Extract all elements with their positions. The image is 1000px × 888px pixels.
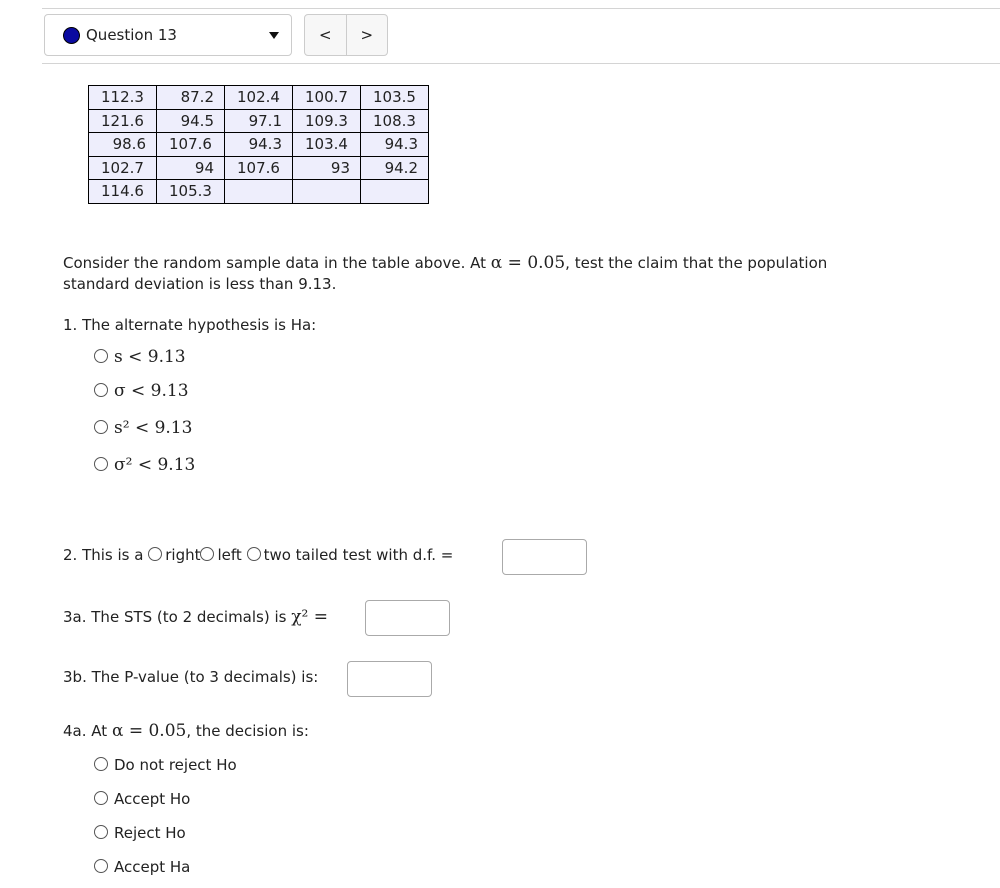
question-nav — [304, 14, 388, 56]
alpha-math: α = 0.05 — [111, 721, 187, 741]
radio-right[interactable] — [148, 547, 162, 561]
q3a-row — [63, 607, 328, 627]
df-input[interactable] — [502, 539, 587, 575]
option-label: σ² < 9.13 — [114, 455, 196, 475]
table-cell: 98.6 — [89, 133, 157, 157]
status-dot-icon — [63, 27, 80, 44]
table-row — [89, 180, 429, 204]
table-cell: 107.6 — [225, 156, 293, 180]
radio-two-tailed[interactable] — [247, 547, 261, 561]
q1-option[interactable] — [94, 455, 195, 475]
q1-option[interactable] — [94, 381, 189, 401]
radio-button[interactable] — [94, 349, 108, 363]
table-cell: 94.5 — [157, 109, 225, 133]
table-cell: 94.2 — [361, 156, 429, 180]
table-cell: 103.4 — [293, 133, 361, 157]
q3a-label: 3a. The STS (to 2 decimals) is — [63, 608, 287, 626]
option-label: σ < 9.13 — [114, 381, 189, 401]
data-table — [88, 85, 429, 204]
q2-text: 2. This is a — [63, 546, 144, 564]
radio-button[interactable] — [94, 383, 108, 397]
prompt-text: Consider the random sample data in the table above. At — [63, 254, 491, 272]
table-cell — [361, 180, 429, 204]
table-cell: 108.3 — [361, 109, 429, 133]
prev-button[interactable]: < — [305, 15, 347, 55]
table-cell: 103.5 — [361, 86, 429, 110]
radio-button[interactable] — [94, 825, 108, 839]
table-cell: 93 — [293, 156, 361, 180]
q4a-row — [63, 721, 309, 741]
q4a-text: 4a. At — [63, 722, 108, 740]
q4a-option[interactable] — [94, 790, 190, 808]
divider — [42, 8, 1000, 9]
q1-label: 1. The alternate hypothesis is Ha: — [63, 316, 317, 334]
prompt-text: , test the claim that the population — [565, 254, 828, 272]
table-cell: 102.7 — [89, 156, 157, 180]
q4a-option[interactable] — [94, 858, 190, 876]
option-label: left — [217, 546, 242, 564]
next-button[interactable]: > — [360, 26, 374, 44]
q4a-option[interactable] — [94, 824, 186, 842]
option-label: s² < 9.13 — [114, 418, 193, 438]
table-row — [89, 109, 429, 133]
pvalue-input[interactable] — [347, 661, 432, 697]
q4a-text: , the decision is: — [186, 722, 309, 740]
table-cell: 102.4 — [225, 86, 293, 110]
sts-input[interactable] — [365, 600, 450, 636]
option-label: Accept Ho — [114, 790, 191, 808]
table-cell — [293, 180, 361, 204]
table-cell: 100.7 — [293, 86, 361, 110]
chi-square-math: χ² = — [291, 607, 329, 627]
q4a-option[interactable] — [94, 756, 237, 774]
table-cell: 97.1 — [225, 109, 293, 133]
table-cell: 121.6 — [89, 109, 157, 133]
table-row — [89, 156, 429, 180]
option-label: Do not reject Ho — [114, 756, 237, 774]
option-label: two tailed test with d.f. = — [263, 546, 454, 564]
option-label: Accept Ha — [114, 858, 191, 876]
divider — [42, 63, 1000, 64]
prompt — [63, 253, 827, 295]
table-cell: 114.6 — [89, 180, 157, 204]
question-label: Question 13 — [86, 26, 177, 44]
table-cell — [225, 180, 293, 204]
table-row — [89, 133, 429, 157]
question-select[interactable] — [44, 14, 292, 56]
table-cell: 87.2 — [157, 86, 225, 110]
table-cell: 94.3 — [225, 133, 293, 157]
table-cell: 107.6 — [157, 133, 225, 157]
radio-button[interactable] — [94, 420, 108, 434]
table-cell: 94 — [157, 156, 225, 180]
table-cell: 109.3 — [293, 109, 361, 133]
option-label: s < 9.13 — [114, 347, 186, 367]
radio-left[interactable] — [200, 547, 214, 561]
radio-button[interactable] — [94, 457, 108, 471]
alpha-math: α = 0.05 — [490, 253, 566, 273]
q1-option[interactable] — [94, 347, 186, 367]
table-cell: 112.3 — [89, 86, 157, 110]
radio-button[interactable] — [94, 791, 108, 805]
prompt-text: standard deviation is less than 9.13. — [63, 275, 337, 293]
option-label: right — [165, 546, 201, 564]
table-cell: 94.3 — [361, 133, 429, 157]
radio-button[interactable] — [94, 757, 108, 771]
q2-row — [63, 546, 453, 564]
option-label: Reject Ho — [114, 824, 186, 842]
radio-button[interactable] — [94, 859, 108, 873]
table-row — [89, 86, 429, 110]
q1-option[interactable] — [94, 418, 192, 438]
caret-down-icon — [269, 32, 279, 39]
table-cell: 105.3 — [157, 180, 225, 204]
q3b-label: 3b. The P-value (to 3 decimals) is: — [63, 668, 319, 686]
